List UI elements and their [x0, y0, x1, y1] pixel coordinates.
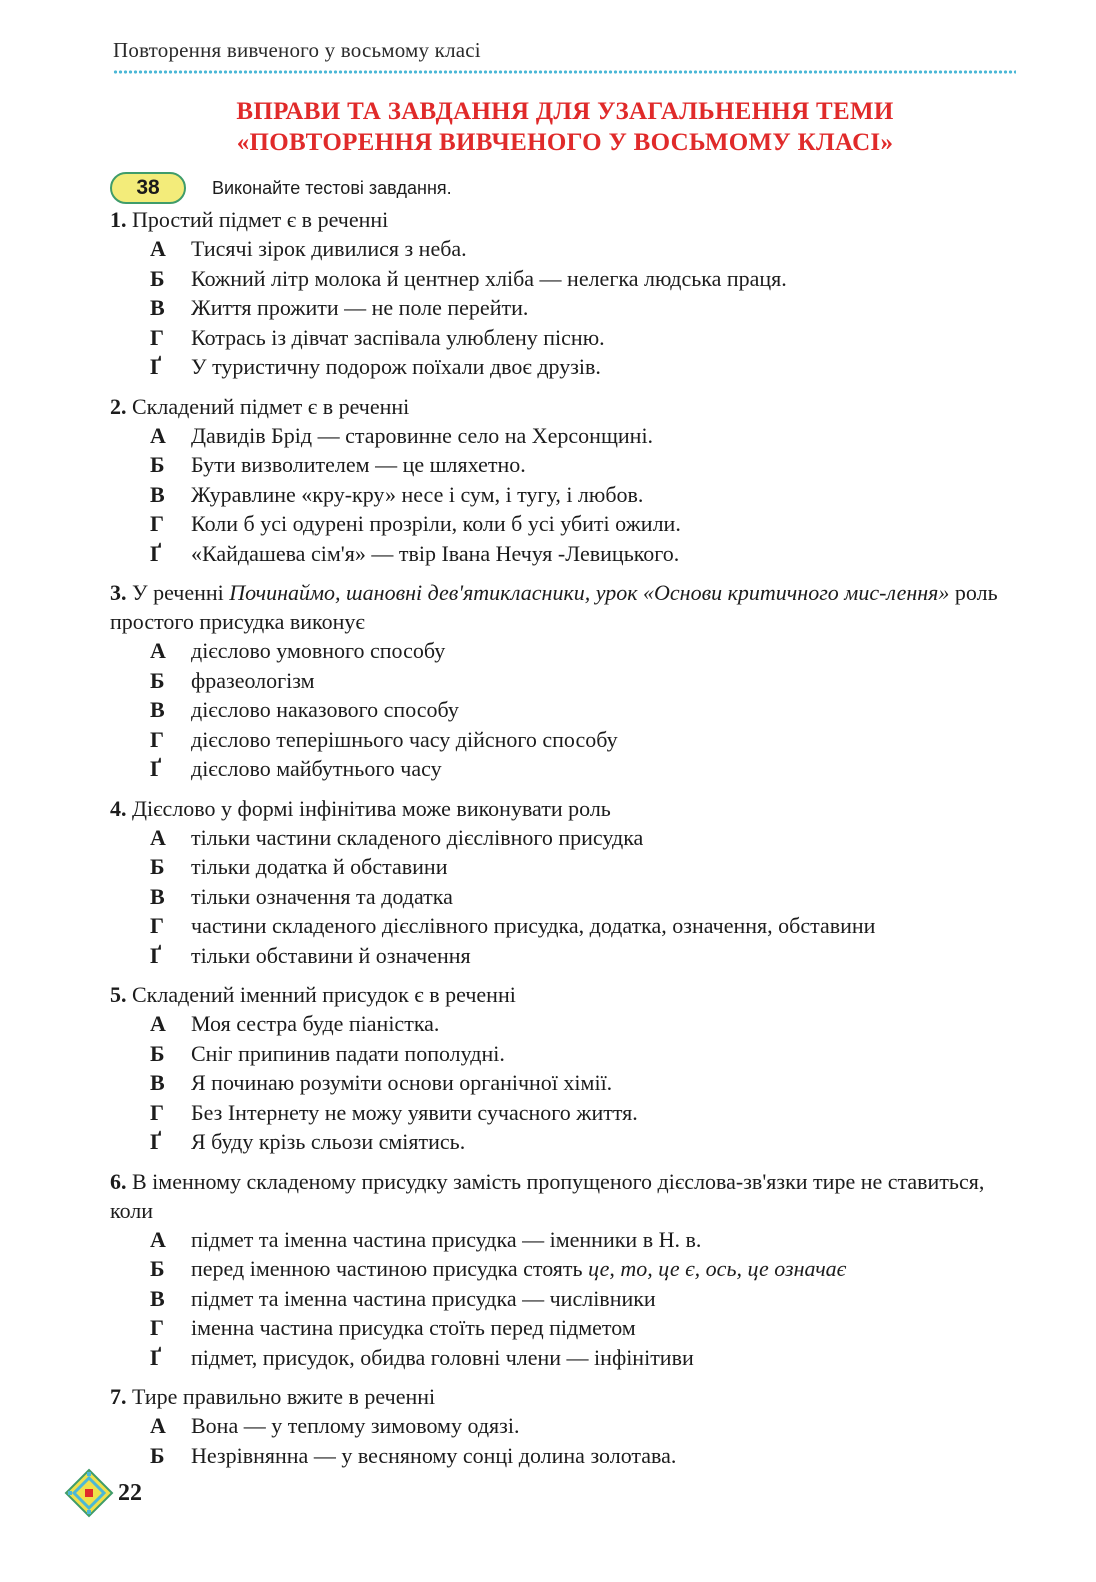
option-letter: А [150, 1011, 166, 1036]
option-text: Без Інтернету не можу уявити сучасного життя. [191, 1099, 638, 1125]
answer-option [110, 882, 1020, 912]
question-text: Простий підмет є в реченні [132, 207, 389, 232]
option-text: Я буду крізь сльози сміятись. [191, 1129, 466, 1154]
option-text-pre: перед іменною частиною присудка стоять [191, 1256, 589, 1281]
question-number: 7. [110, 1384, 127, 1409]
option-letter: В [150, 697, 165, 722]
answer-option [110, 1284, 1020, 1314]
option-letter: Б [150, 265, 165, 291]
answer-option [110, 509, 1020, 539]
option-letter: Г [150, 324, 164, 350]
question-4 [110, 794, 1020, 971]
answer-option [110, 636, 1020, 666]
answer-option [110, 1009, 1020, 1039]
question-number: 6. [110, 1168, 127, 1194]
option-letter: А [150, 236, 166, 261]
option-letter: В [150, 883, 165, 909]
option-text: «Кайдашева сім'я» — твір Івана Нечуя -Левицького. [191, 540, 680, 566]
option-text: Моя сестра буде піаністка. [191, 1011, 440, 1036]
quoted-sentence: Починаймо, шановні дев'ятикласники, урок «Основи критичного мис-лення» [229, 580, 950, 605]
option-letter: А [150, 1413, 166, 1438]
question-stem [110, 392, 1020, 421]
option-text: дієслово умовного способу [191, 638, 446, 663]
answer-option [110, 323, 1020, 353]
option-letter: Б [150, 1040, 165, 1066]
answer-option [110, 1039, 1020, 1069]
question-number: 4. [110, 795, 127, 821]
option-text: тільки обставини й означення [191, 942, 471, 968]
option-letter: Б [150, 854, 165, 879]
question-number: 1. [110, 207, 127, 232]
option-letter: А [150, 1226, 166, 1252]
answer-option [110, 1068, 1020, 1098]
answer-option [110, 450, 1020, 480]
option-letter: Ґ [150, 354, 162, 379]
option-text: підмет, присудок, обидва головні члени — інфінітиви [191, 1344, 694, 1370]
option-letter: Б [150, 1256, 165, 1281]
option-text: Журавлине «кру-кру» несе і сум, і тугу, і любов. [191, 481, 644, 507]
answer-option [110, 823, 1020, 853]
option-letter: А [150, 422, 166, 448]
page-footer [64, 1468, 142, 1518]
question-5 [110, 980, 1020, 1157]
option-text: Котрась із дівчат заспівала улюблену пісню. [191, 324, 605, 350]
option-text: підмет та іменна частина присудка — числівники [191, 1285, 656, 1311]
answer-option [110, 1441, 1020, 1471]
answer-option [110, 1411, 1020, 1441]
option-text: Бути визволителем — це шляхетно. [191, 452, 526, 477]
option-text [191, 1256, 846, 1281]
answer-option [110, 293, 1020, 323]
option-text: Тисячі зірок дивилися з неба. [191, 236, 467, 261]
question-stem [110, 794, 1020, 823]
answer-option [110, 539, 1020, 569]
option-letter: В [150, 1070, 165, 1095]
option-text: іменна частина присудка стоїть перед підметом [191, 1315, 636, 1340]
option-text: У туристичну подорож поїхали двоє друзів. [191, 354, 601, 379]
option-letter: Ґ [150, 540, 162, 566]
option-text-italic: це, то, це є, ось, це означає [588, 1256, 847, 1281]
section-title [110, 96, 1020, 158]
option-letter: Ґ [150, 1344, 162, 1370]
option-letter: А [150, 824, 166, 850]
option-text: підмет та іменна частина присудка — іменники в Н. в. [191, 1226, 702, 1252]
option-letter: Г [150, 913, 164, 938]
option-letter: Г [150, 511, 164, 536]
question-text: Тире правильно вжите в реченні [132, 1384, 436, 1409]
option-text: дієслово теперішнього часу дійсного способу [191, 726, 618, 752]
section-title-line-1: ВПРАВИ ТА ЗАВДАННЯ ДЛЯ УЗАГАЛЬНЕННЯ ТЕМИ [236, 98, 894, 125]
question-number: 5. [110, 982, 127, 1007]
answer-option [110, 421, 1020, 451]
answer-option [110, 725, 1020, 755]
option-letter: Ґ [150, 942, 162, 968]
answer-option [110, 480, 1020, 510]
option-text: Вона — у теплому зимовому одязі. [191, 1413, 520, 1438]
option-text: Коли б усі одурені прозріли, коли б усі убиті ожили. [191, 511, 681, 536]
option-text: Я починаю розуміти основи органічної хімії. [191, 1070, 613, 1095]
page-number: 22 [118, 1479, 142, 1506]
option-text: частини складеного дієслівного присудка, додатка, означення, обставини [191, 913, 876, 938]
question-2 [110, 392, 1020, 569]
option-text: Кожний літр молока й центнер хліба — нелегка людська праця. [191, 265, 787, 291]
question-1 [110, 205, 1020, 382]
option-text: Сніг припинив падати пополудні. [191, 1040, 505, 1066]
question-6 [110, 1167, 1020, 1373]
answer-option [110, 1254, 1020, 1284]
option-letter: Б [150, 1442, 165, 1468]
option-letter: А [150, 638, 166, 663]
exercise-header [110, 170, 452, 206]
exercise-number-badge: 38 [110, 172, 186, 204]
option-letter: В [150, 1285, 165, 1311]
question-3 [110, 578, 1020, 784]
option-letter: Г [150, 1099, 164, 1125]
question-stem [110, 980, 1020, 1009]
dotted-divider [113, 70, 1016, 74]
answer-option [110, 264, 1020, 294]
option-letter: Ґ [150, 756, 162, 781]
option-letter: Б [150, 452, 165, 477]
question-stem [110, 205, 1020, 234]
option-text: дієслово майбутнього часу [191, 756, 442, 781]
question-stem [110, 1167, 1020, 1225]
answer-option [110, 1343, 1020, 1373]
question-text: Складений підмет є в реченні [132, 393, 410, 419]
question-text: Складений іменний присудок є в реченні [132, 982, 516, 1007]
option-letter: Ґ [150, 1129, 162, 1154]
answer-option [110, 941, 1020, 971]
answer-option [110, 1225, 1020, 1255]
question-text-pre: У реченні [132, 580, 230, 605]
answer-option [110, 666, 1020, 696]
section-title-line-2: «ПОВТОРЕННЯ ВИВЧЕНОГО У ВОСЬМОМУ КЛАСІ» [236, 129, 894, 156]
question-7 [110, 1382, 1020, 1470]
option-letter: Б [150, 667, 165, 693]
option-letter: Г [150, 1315, 164, 1340]
option-text: тільки частини складеного дієслівного присудка [191, 824, 644, 850]
answer-option [110, 754, 1020, 784]
answer-option [110, 695, 1020, 725]
answer-option [110, 234, 1020, 264]
question-list [110, 205, 1020, 1480]
running-head: Повторення вивченого у восьмому класі [113, 38, 481, 62]
question-number: 3. [110, 580, 127, 605]
answer-option [110, 1127, 1020, 1157]
question-text: В іменному складеному присудку замість пропущеного дієслова-зв'язки тире не ставиться, коли [110, 1168, 985, 1223]
answer-option [110, 1313, 1020, 1343]
option-letter: В [150, 295, 165, 320]
option-text: дієслово наказового способу [191, 697, 459, 722]
option-letter: Г [150, 726, 164, 752]
option-letter: В [150, 481, 165, 507]
option-text: Давидів Брід — старовинне село на Херсонщині. [191, 422, 654, 448]
answer-option [110, 1098, 1020, 1128]
question-number: 2. [110, 393, 127, 419]
option-text: Незрівнянна — у весняному сонці долина золотава. [191, 1442, 677, 1468]
option-text: Життя прожити — не поле перейти. [191, 295, 529, 320]
question-stem [110, 1382, 1020, 1411]
embroidery-ornament-icon [64, 1468, 114, 1518]
exercise-instruction: Виконайте тестові завдання. [212, 177, 452, 198]
question-text: Дієслово у формі інфінітива може виконувати роль [132, 795, 611, 821]
option-text: фразеологізм [191, 667, 315, 693]
answer-option [110, 852, 1020, 882]
question-stem [110, 578, 1020, 636]
answer-option [110, 911, 1020, 941]
question-text-post: роль простого присудка виконує [110, 580, 998, 634]
answer-option [110, 352, 1020, 382]
option-text: тільки додатка й обставини [191, 854, 448, 879]
option-text: тільки означення та додатка [191, 883, 453, 909]
